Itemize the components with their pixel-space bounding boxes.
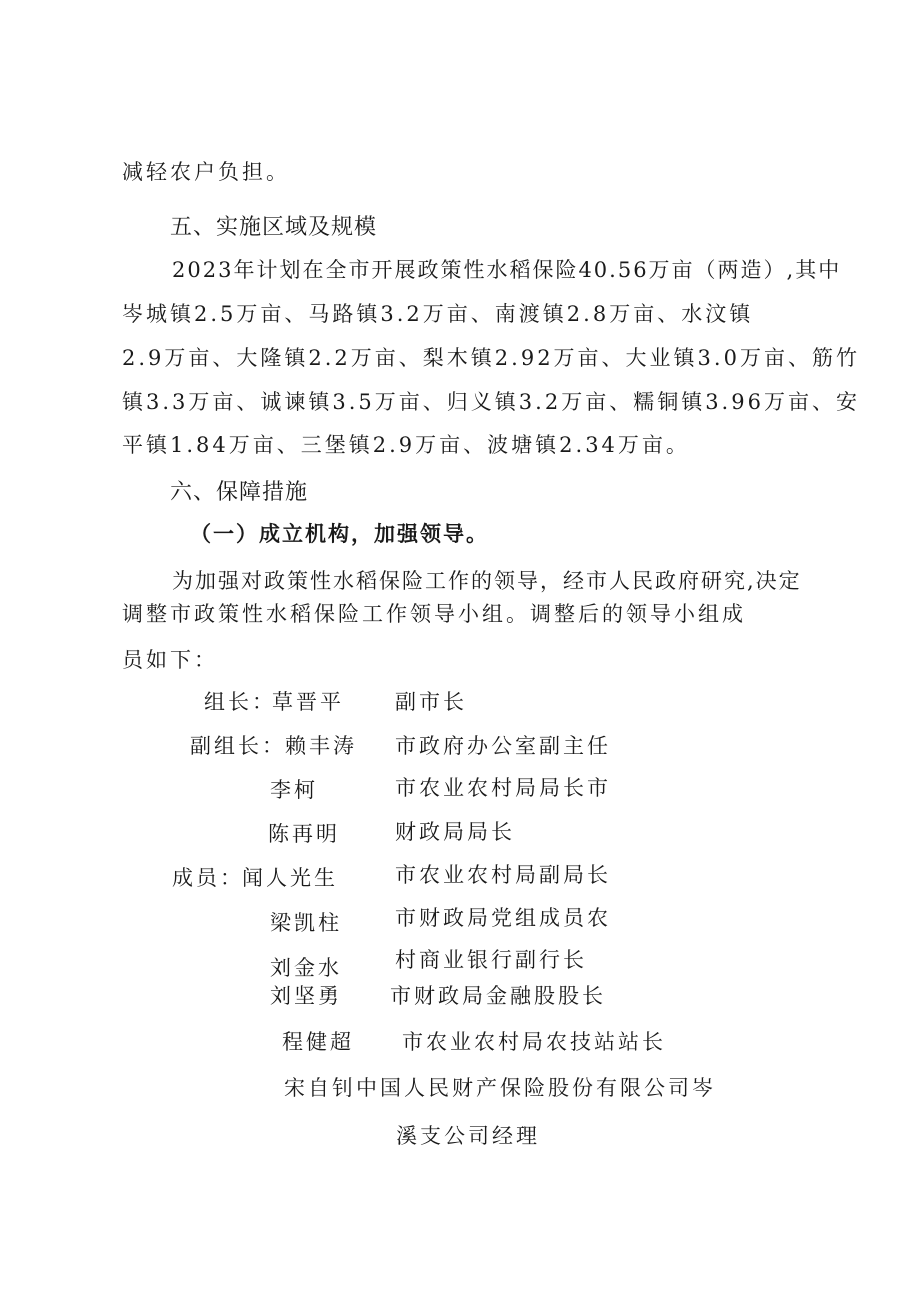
section5-heading: 五、实施区域及规模 — [170, 215, 378, 240]
paragraph-line: 调整市政策性水稻保险工作领导小组。调整后的领导小组成 — [122, 602, 746, 626]
member-title: 市财政局金融股股长 — [390, 984, 606, 1008]
member-label: 成员： — [172, 866, 244, 890]
deputy-title: 市政府办公室副主任 — [395, 734, 611, 758]
member-name: 梁凯柱 — [270, 911, 342, 935]
member-name: 刘金水 — [270, 956, 342, 980]
subsection-heading: （一）成立机构，加强领导。 — [190, 522, 489, 546]
deputy-name: 陈再明 — [268, 822, 340, 846]
leader-label: 组长： — [204, 690, 276, 714]
section5-line: 平镇1.84万亩、三堡镇2.9万亩、波塘镇2.34万亩。 — [122, 433, 690, 457]
section5-line: 2023年计划在全市开展政策性水稻保险40.56万亩（两造）,其中 — [172, 258, 842, 282]
section5-line: 岑城镇2.5万亩、马路镇3.2万亩、南渡镇2.8万亩、水汶镇 — [122, 302, 754, 326]
deputy-label: 副组长： — [190, 734, 286, 758]
deputy-name: 李柯 — [270, 778, 318, 802]
deputy-title: 市农业农村局局长市 — [395, 776, 611, 800]
member-last-line: 溪支公司经理 — [396, 1124, 540, 1148]
member-title: 市财政局党组成员农 — [395, 906, 611, 930]
section5-line: 2.9万亩、大隆镇2.2万亩、梨木镇2.92万亩、大业镇3.0万亩、筋竹 — [122, 346, 860, 370]
member-title: 村商业银行副行长 — [395, 948, 587, 972]
leader-title: 副市长 — [395, 690, 467, 714]
member-name: 程健超 — [282, 1030, 354, 1054]
member-title: 市农业农村局农技站站长 — [402, 1030, 666, 1054]
leader-name: 草晋平 — [272, 690, 344, 714]
paragraph-line: 为加强对政策性水稻保险工作的领导，经市人民政府研究,决定 — [172, 569, 802, 593]
deputy-title: 财政局局长 — [395, 820, 515, 844]
member-last-line: 宋自钊中国人民财产保险股份有限公司岑 — [284, 1076, 716, 1100]
paragraph-line: 员如下： — [122, 648, 218, 672]
deputy-name: 赖丰涛 — [285, 734, 357, 758]
member-name: 刘坚勇 — [270, 984, 342, 1008]
continuation-text: 减轻农户负担。 — [122, 160, 290, 184]
member-name: 闻人光生 — [242, 866, 338, 890]
section6-heading: 六、保障措施 — [170, 480, 309, 505]
member-title: 市农业农村局副局长 — [395, 863, 611, 887]
section5-line: 镇3.3万亩、诚谏镇3.5万亩、归义镇3.2万亩、糯铜镇3.96万亩、安 — [122, 390, 860, 414]
